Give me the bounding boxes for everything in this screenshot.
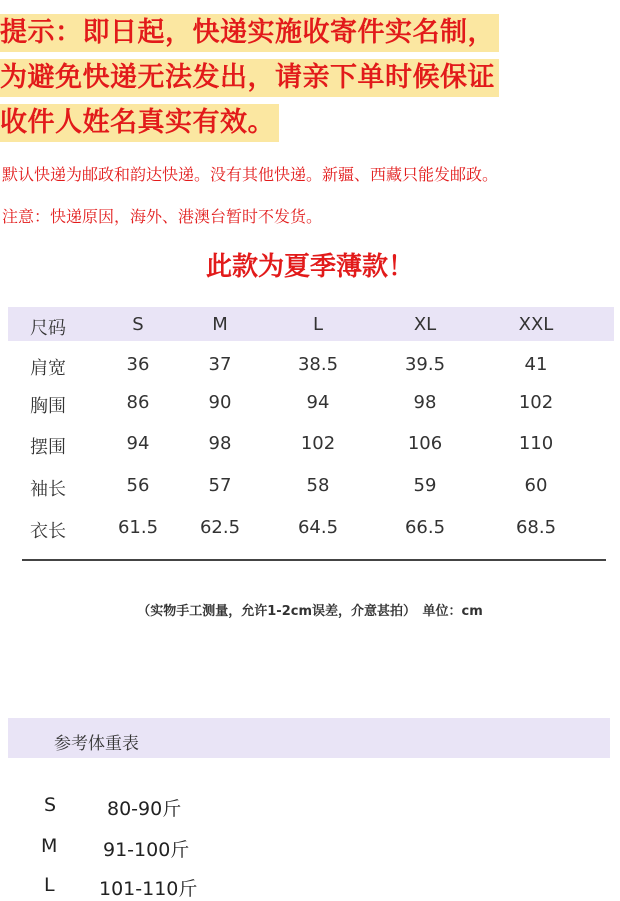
notice-line-3: 收件人姓名真实有效。 xyxy=(0,104,279,142)
weight-size: S xyxy=(44,794,57,816)
size-header-xl: XL xyxy=(413,314,437,335)
row-label: 肩宽 xyxy=(30,358,66,379)
table-cell: 86 xyxy=(126,392,150,413)
table-cell: 106 xyxy=(407,433,443,454)
table-cell: 66.5 xyxy=(404,517,446,538)
size-header-xxl: XXL xyxy=(518,314,554,335)
season-note: 此款为夏季薄款！ xyxy=(205,252,414,282)
table-cell: 37 xyxy=(208,354,232,375)
weight-range: 80-90斤 xyxy=(107,798,182,820)
size-header-s: S xyxy=(132,314,144,335)
row-label: 袖长 xyxy=(30,479,66,500)
row-label: 衣长 xyxy=(30,521,66,542)
row-label: 摆围 xyxy=(30,437,66,458)
table-cell: 41 xyxy=(524,354,548,375)
notice-line-1: 提示：即日起，快递实施收寄件实名制， xyxy=(0,14,499,52)
table-cell: 56 xyxy=(126,475,150,496)
weight-range: 91-100斤 xyxy=(103,839,190,861)
table-cell: 68.5 xyxy=(515,517,557,538)
measure-note: （实物手工测量，允许1-2cm误差，介意甚拍） 单位：cm xyxy=(137,604,483,619)
table-cell: 94 xyxy=(306,392,330,413)
notice-line-2: 为避免快递无法发出，请亲下单时候保证 xyxy=(0,59,499,97)
table-cell: 64.5 xyxy=(297,517,339,538)
size-header-m: M xyxy=(212,314,228,335)
table-cell: 90 xyxy=(208,392,232,413)
table-cell: 94 xyxy=(126,433,150,454)
weight-ref-title: 参考体重表 xyxy=(54,734,139,754)
table-cell: 36 xyxy=(126,354,150,375)
table-cell: 38.5 xyxy=(297,354,339,375)
table-cell: 39.5 xyxy=(404,354,446,375)
table-cell: 61.5 xyxy=(117,517,159,538)
table-cell: 98 xyxy=(413,392,437,413)
table-cell: 60 xyxy=(524,475,548,496)
table-cell: 102 xyxy=(300,433,336,454)
table-divider xyxy=(22,559,606,561)
region-note: 注意：快递原因，海外、港澳台暂时不发货。 xyxy=(2,207,323,226)
weight-range: 101-110斤 xyxy=(99,878,198,900)
table-cell: 58 xyxy=(306,475,330,496)
size-header-label: 尺码 xyxy=(30,318,66,339)
table-cell: 62.5 xyxy=(199,517,241,538)
table-cell: 59 xyxy=(413,475,437,496)
table-cell: 98 xyxy=(208,433,232,454)
table-cell: 102 xyxy=(518,392,554,413)
shipping-note: 默认快递为邮政和韵达快递。没有其他快递。新疆、西藏只能发邮政。 xyxy=(2,165,499,184)
weight-size: M xyxy=(41,835,58,857)
weight-size: L xyxy=(44,874,55,896)
size-header-l: L xyxy=(312,314,324,335)
table-cell: 110 xyxy=(518,433,554,454)
table-cell: 57 xyxy=(208,475,232,496)
row-label: 胸围 xyxy=(30,396,66,417)
